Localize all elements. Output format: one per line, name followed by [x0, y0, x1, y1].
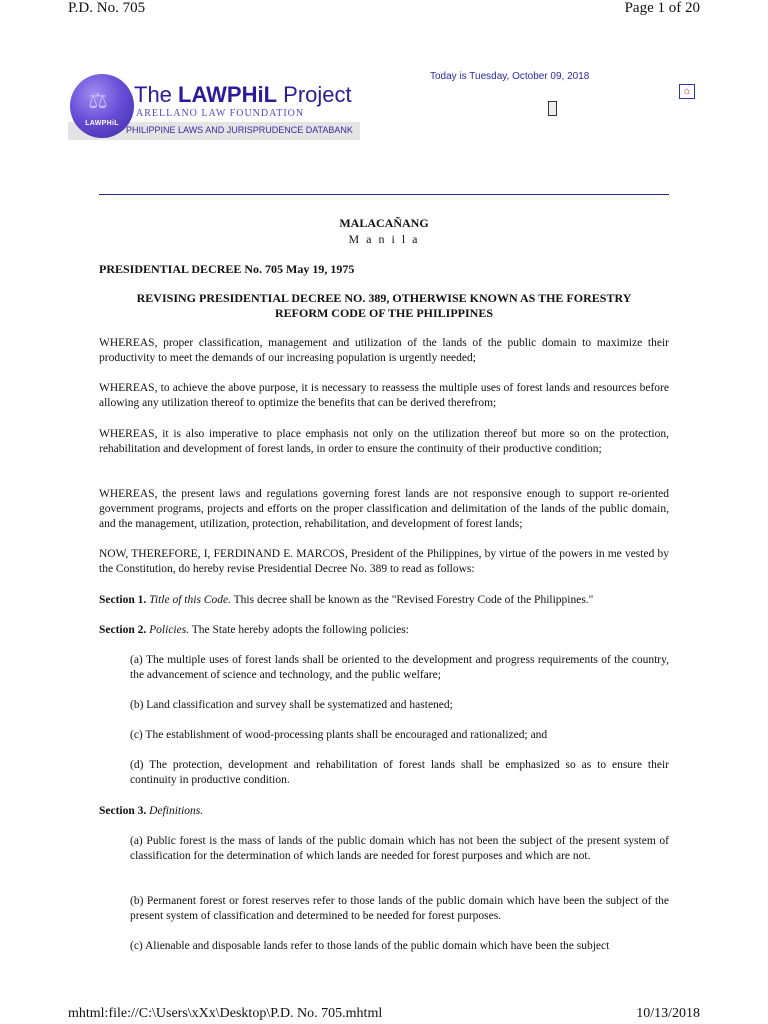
- text-cursor-icon: [548, 101, 557, 116]
- scales-of-justice-icon: ⚖: [88, 88, 108, 113]
- definition-item: (c) Alienable and disposable lands refer to those lands of the public domain which have been the subject: [130, 940, 610, 952]
- logo-title: The LAWPHiL Project: [134, 82, 352, 107]
- section-1: Section 1. Title of this Code. This decree shall be known as the "Revised Forestry Code of the Philippines.": [99, 594, 594, 606]
- policy-item: (b) Land classification and survey shall be systematized and hastened;: [130, 699, 453, 711]
- header-divider: [99, 194, 669, 195]
- footer-file-path: mhtml:file://C:\Users\xXx\Desktop\P.D. No. 705.mhtml: [68, 1006, 383, 1021]
- decree-number: PRESIDENTIAL DECREE No. 705 May 19, 1975: [99, 262, 355, 276]
- home-icon[interactable]: ⌂: [679, 84, 695, 99]
- policy-item: (d) The protection, development and rehabilitation of forest lands shall be emphasized so as to ensure their continuity in productive condition.: [130, 759, 669, 786]
- section-3: Section 3. Definitions.: [99, 805, 204, 817]
- enacting-clause: NOW, THEREFORE, I, FERDINAND E. MARCOS, President of the Philippines, by virtue of the powers in me vested by the Constitution, do hereby revise Presidential Decree No. 389 to read as follows:: [99, 548, 669, 575]
- lawphil-logo[interactable]: [68, 72, 360, 140]
- logo-band-text: PHILIPPINE LAWS AND JURISPRUDENCE DATABANK: [126, 125, 353, 135]
- city-heading: M a n i l a: [348, 232, 420, 246]
- whereas-clause: WHEREAS, to achieve the above purpose, it is necessary to reassess the multiple uses of forest lands and resources before allowing any utilization thereof to optimize the benefits that can be derived therefrom;: [99, 382, 669, 409]
- logo-emblem-text: LAWPHiL: [85, 120, 119, 127]
- whereas-clause: WHEREAS, the present laws and regulations governing forest lands are not responsive enough to support re-oriented government programs, projects and efforts on the proper classification and delimitation of the lands of the public domain, and the management, utilization, protection, rehabilitation, and development of forest lands;: [99, 488, 669, 530]
- section-2: Section 2. Policies. The State hereby adopts the following policies:: [99, 624, 409, 636]
- page-number: Page 1 of 20: [624, 0, 700, 16]
- decree-title: REVISING PRESIDENTIAL DECREE NO. 389, OTHERWISE KNOWN AS THE FORESTRY REFORM CODE OF THE PHILIPPINES: [136, 291, 632, 320]
- footer-date: 10/13/2018: [636, 1006, 700, 1021]
- logo-subtitle: ARELLANO LAW FOUNDATION: [136, 108, 305, 119]
- whereas-clause: WHEREAS, proper classification, management and utilization of the lands of the public domain to maximize their productivity to meet the demands of our increasing population is urgently needed;: [99, 337, 669, 364]
- today-date: Today is Tuesday, October 09, 2018: [430, 71, 590, 82]
- logo-emblem: [70, 74, 134, 138]
- whereas-clause: WHEREAS, it is also imperative to place emphasis not only on the utilization thereof but more so on the protection, rehabilitation and development of forest lands, in order to ensure the continuity of their productive condition;: [99, 428, 669, 455]
- office-heading: MALACAÑANG: [339, 216, 429, 230]
- page-header-title: P.D. No. 705: [68, 0, 146, 16]
- policy-item: (c) The establishment of wood-processing plants shall be encouraged and rationalized; and: [130, 729, 548, 741]
- definition-item: (b) Permanent forest or forest reserves refer to those lands of the public domain which have been the subject of the present system of classification and determined to be needed for forest purposes.: [130, 895, 669, 922]
- policy-item: (a) The multiple uses of forest lands shall be oriented to the development and progress requirements of the country, the advancement of science and technology, and the public welfare;: [130, 654, 669, 681]
- definition-item: (a) Public forest is the mass of lands of the public domain which has not been the subject of the present system of classification for the determination of which lands are needed for forest purposes and which are not.: [130, 835, 669, 862]
